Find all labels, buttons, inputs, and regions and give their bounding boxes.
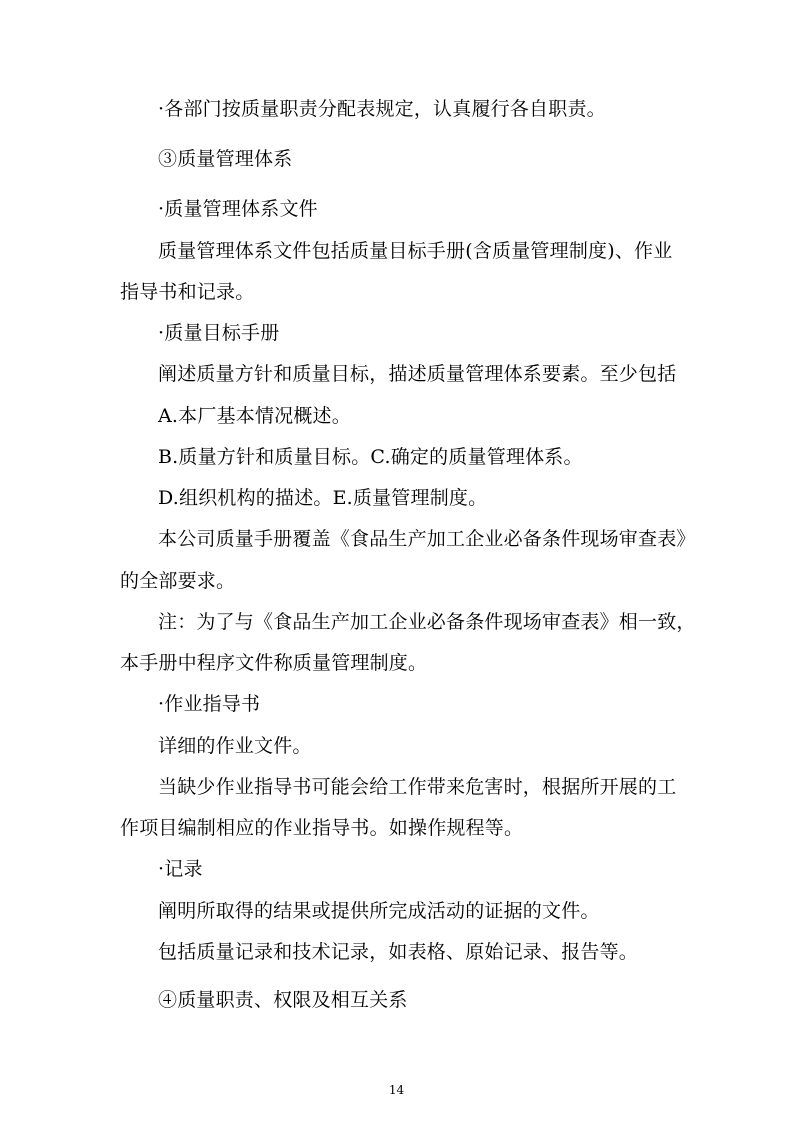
note-line-2: 本手册中程序文件称质量管理制度。: [120, 652, 428, 674]
text-line-work-instructions-need-1: 当缺少作业指导书可能会给工作带来危害时，根据所开展的工: [158, 776, 677, 798]
section-heading-quality-system: ③质量管理体系: [158, 148, 293, 170]
text-line-system-documents-2: 指导书和记录。: [120, 281, 255, 303]
text-line-dept-duties: ·各部门按质量职责分配表规定，认真履行各自职责。: [158, 98, 606, 120]
text-line-work-instructions: 详细的作业文件。: [158, 735, 312, 757]
text-line-quality-manual: 阐述质量方针和质量目标，描述质量管理体系要素。至少包括: [158, 363, 677, 385]
subheading-work-instructions: ·作业指导书: [158, 693, 261, 715]
text-line-work-instructions-need-2: 作项目编制相应的作业指导书。如操作规程等。: [120, 817, 524, 839]
text-line-records-types: 包括质量记录和技术记录，如表格、原始记录、报告等。: [158, 941, 639, 963]
list-item-b-c: B.质量方针和质量目标。C.确定的质量管理体系。: [158, 446, 583, 468]
note-line-1: 注：为了与《食品生产加工企业必备条件现场审查表》相一致，: [158, 611, 696, 633]
subheading-quality-manual: ·质量目标手册: [158, 322, 280, 344]
subheading-records: ·记录: [158, 858, 203, 880]
list-item-a: A.本厂基本情况概述。: [158, 405, 351, 427]
section-heading-responsibilities: ④质量职责、权限及相互关系: [158, 989, 408, 1011]
text-line-manual-coverage-1: 本公司质量手册覆盖《食品生产加工企业必备条件现场审查表》: [158, 528, 696, 550]
subheading-system-documents: ·质量管理体系文件: [158, 198, 318, 220]
list-item-d-e: D.组织机构的描述。E.质量管理制度。: [158, 487, 488, 509]
text-line-system-documents-1: 质量管理体系文件包括质量目标手册(含质量管理制度)、作业: [158, 240, 673, 262]
page-number: 14: [388, 1083, 405, 1097]
text-line-manual-coverage-2: 的全部要求。: [120, 570, 236, 592]
text-line-records-definition: 阐明所取得的结果或提供所完成活动的证据的文件。: [158, 900, 600, 922]
